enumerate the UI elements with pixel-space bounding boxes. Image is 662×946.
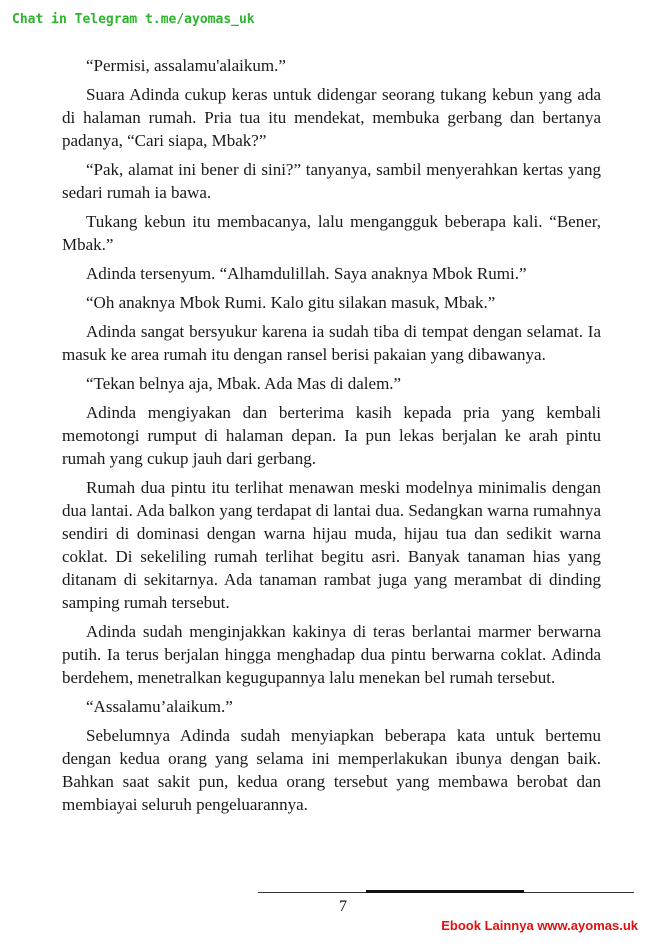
paragraph: Adinda sudah menginjakkan kakinya di teras berlantai marmer berwarna putih. Ia terus berjalan hingga menghadap dua pintu berwarna coklat. Adinda berdehem, menetralkan kegugupannya lalu menekan bel rumah tersebut. (62, 622, 601, 687)
paragraph: Tukang kebun itu membacanya, lalu mengangguk beberapa kali. “Bener, Mbak.” (62, 212, 601, 254)
paragraph: “Oh anaknya Mbok Rumi. Kalo gitu silakan masuk, Mbak.” (86, 293, 496, 312)
paragraph: “Assalamu’alaikum.” (86, 697, 233, 716)
paragraph: Adinda mengiyakan dan berterima kasih kepada pria yang kembali memotongi rumput di halaman depan. Ia pun lekas berjalan ke arah pintu rumah yang cukup jauh dari gerbang. (62, 403, 601, 468)
paragraph: “Tekan belnya aja, Mbak. Ada Mas di dalem.” (86, 374, 402, 393)
footer-rule-accent (366, 890, 524, 893)
page-body (62, 54, 601, 822)
paragraph: “Permisi, assalamu'alaikum.” (86, 56, 286, 75)
paragraph: Adinda sangat bersyukur karena ia sudah tiba di tempat dengan selamat. Ia masuk ke area rumah itu dengan ransel berisi pakaian yang dibawanya. (62, 322, 601, 364)
page-number: 7 (339, 898, 347, 915)
paragraph: Sebelumnya Adinda sudah menyiapkan beberapa kata untuk bertemu dengan kedua orang yang selama ini memperlakukan ibunya dengan baik. Bahkan saat sakit pun, kedua orang tersebut yang membawa berobat dan membiayai seluruh pengeluarannya. (62, 726, 601, 814)
paragraph: Rumah dua pintu itu terlihat menawan meski modelnya minimalis dengan dua lantai. Ada balkon yang terdapat di lantai dua. Sedangkan warna rumahnya sendiri di dominasi dengan warna hijau muda, hijau tua dan sedikit warna coklat. Di sekeliling rumah terlihat begitu asri. Banyak tanaman hias yang ditanam di sekitarnya. Ada tanaman rambat juga yang merambat di dinding samping rumah tersebut. (62, 478, 601, 612)
paragraph: Suara Adinda cukup keras untuk didengar seorang tukang kebun yang ada di halaman rumah. Pria tua itu mendekat, membuka gerbang dan bertanya padanya, “Cari siapa, Mbak?” (62, 85, 601, 150)
telegram-watermark: Chat in Telegram t.me/ayomas_uk (12, 12, 255, 27)
paragraph: “Pak, alamat ini bener di sini?” tanyanya, sambil menyerahkan kertas yang sedari rumah ia bawa. (62, 160, 601, 202)
paragraph: Adinda tersenyum. “Alhamdulillah. Saya anaknya Mbok Rumi.” (86, 264, 527, 283)
ebook-watermark: Ebook Lainnya www.ayomas.uk (441, 918, 638, 933)
